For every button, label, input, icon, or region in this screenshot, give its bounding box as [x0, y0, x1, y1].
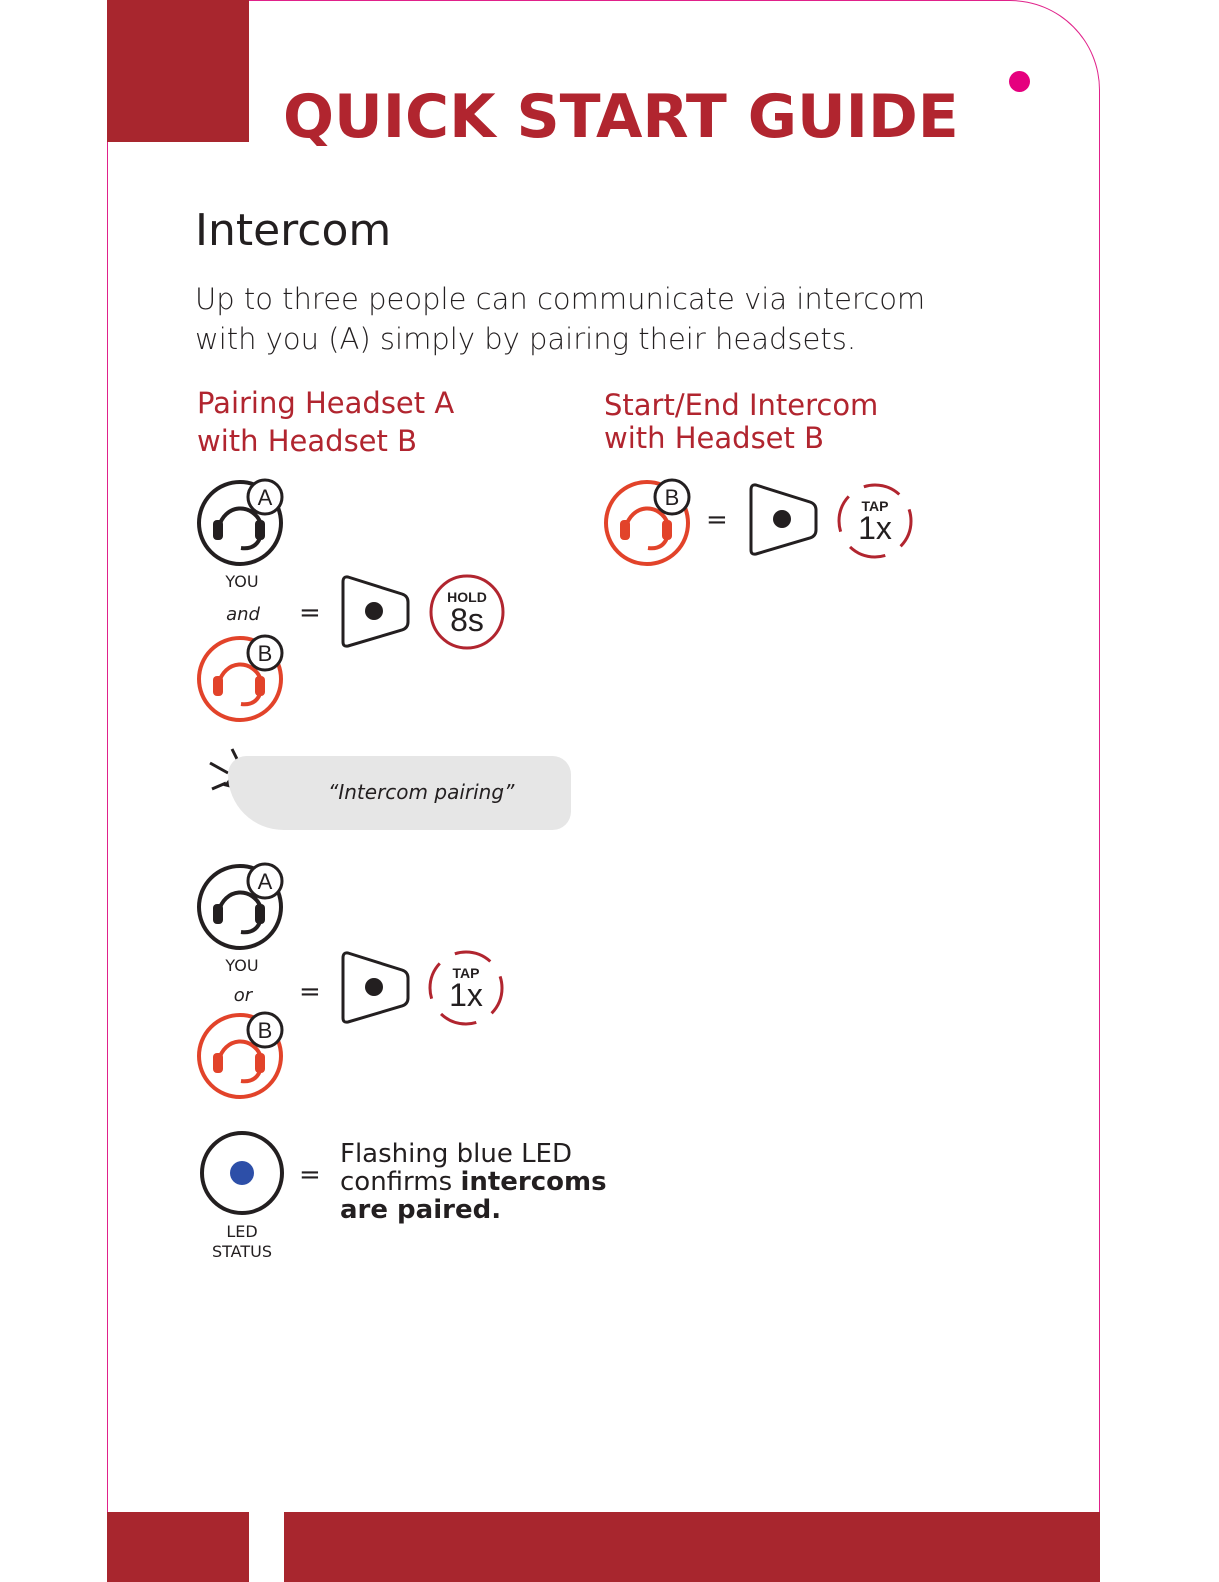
- intro-text: Up to three people can communicate via intercom with you (A) simply by pairing their headsets.: [195, 282, 926, 356]
- section-heading: Intercom: [195, 205, 392, 256]
- led-text-paired: are paired.: [340, 1195, 502, 1225]
- equals-sign: =: [299, 598, 321, 628]
- pairing-title-line2: with Headset B: [197, 424, 418, 458]
- equals-sign: =: [706, 505, 728, 535]
- led-text-line2: [340, 1168, 640, 1196]
- button-icon: [340, 950, 412, 1026]
- hold-value: 8s: [450, 602, 484, 638]
- badge-b-text: B: [257, 1018, 273, 1043]
- led-status-label: [197, 1222, 287, 1262]
- header-color-block: [107, 0, 249, 142]
- registration-dot: [1009, 71, 1030, 92]
- button-icon: [748, 482, 820, 558]
- led-text-intercoms: intercoms: [460, 1167, 607, 1197]
- footer-block-left: [107, 1512, 249, 1582]
- badge-a-text: A: [257, 485, 273, 510]
- page-title: QUICK START GUIDE: [283, 82, 959, 152]
- tap-1x-icon: [428, 950, 508, 1030]
- led-status-icon: [200, 1131, 290, 1221]
- badge-b-text: B: [257, 641, 273, 666]
- badge-b-text: B: [664, 485, 680, 510]
- tap-value: 1x: [858, 510, 892, 546]
- voice-prompt-text: “Intercom pairing”: [328, 780, 515, 804]
- pairing-title: [197, 384, 454, 460]
- hold-8s-icon: [429, 574, 509, 654]
- headset-b-icon: [197, 636, 289, 726]
- pairing-title-line1: Pairing Headset A: [197, 386, 455, 420]
- tap-1x-icon: [837, 483, 917, 563]
- start-end-title: [604, 389, 878, 455]
- and-label: and: [226, 604, 260, 625]
- tap-label: TAP: [452, 965, 480, 981]
- led-label-line1: LED: [226, 1222, 258, 1241]
- hold-label: HOLD: [447, 589, 487, 605]
- headset-a-icon: [197, 864, 289, 954]
- headset-b-icon: [197, 1013, 289, 1103]
- led-text-line1: Flashing blue LED: [340, 1139, 573, 1169]
- headset-b-icon: [604, 480, 696, 570]
- led-text-confirms: confirms: [340, 1167, 461, 1197]
- equals-sign: =: [299, 1160, 321, 1190]
- start-end-title-line2: with Headset B: [604, 421, 825, 455]
- headset-a-icon: [197, 480, 289, 570]
- badge-a-text: A: [257, 869, 273, 894]
- tap-label: TAP: [861, 498, 889, 514]
- led-label-line2: STATUS: [211, 1242, 273, 1261]
- button-icon: [340, 574, 412, 650]
- led-description: [340, 1140, 640, 1224]
- tap-value: 1x: [449, 977, 483, 1013]
- you-label: YOU: [225, 572, 259, 591]
- footer-block-right: [284, 1512, 1100, 1582]
- start-end-title-line1: Start/End Intercom: [604, 388, 879, 422]
- you-label-2: YOU: [225, 956, 259, 975]
- equals-sign: =: [299, 977, 321, 1007]
- or-label: or: [233, 985, 253, 1006]
